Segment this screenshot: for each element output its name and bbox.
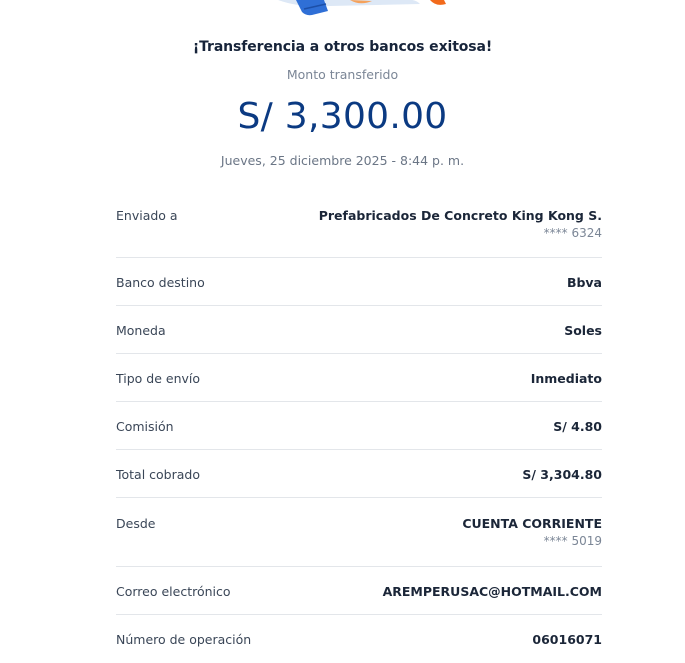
- detail-value: 06016071: [532, 632, 602, 647]
- detail-row-shipping-type: [116, 354, 602, 402]
- detail-row-currency: [116, 306, 602, 354]
- detail-label: Comisión: [116, 419, 174, 434]
- amount-label: Monto transferido: [286, 67, 399, 82]
- detail-value: Inmediato: [530, 371, 602, 386]
- detail-label: Total cobrado: [116, 467, 201, 482]
- detail-value: AREMPERUSAC@HOTMAIL.COM: [382, 584, 602, 599]
- detail-value: [462, 516, 602, 548]
- detail-value: Bbva: [566, 275, 602, 290]
- success-title: ¡Transferencia a otros bancos exitosa!: [192, 39, 493, 55]
- detail-label: Correo electrónico: [116, 584, 231, 599]
- detail-row-source: [116, 498, 602, 567]
- detail-row-recipient: [116, 190, 602, 258]
- detail-row-total: [116, 450, 602, 498]
- detail-label: Moneda: [116, 323, 166, 338]
- success-illustration: [0, 0, 685, 20]
- transfer-datetime: Jueves, 25 diciembre 2025 - 8:44 p. m.: [220, 153, 465, 168]
- detail-value: Soles: [564, 323, 602, 338]
- detail-row-commission: [116, 402, 602, 450]
- source-account-number: **** 5019: [543, 534, 602, 548]
- detail-label: Enviado a: [116, 208, 178, 223]
- detail-row-bank: [116, 258, 602, 306]
- detail-label: Tipo de envío: [116, 371, 201, 386]
- detail-label: Desde: [116, 516, 156, 531]
- detail-value: [319, 208, 602, 240]
- detail-label: Número de operación: [116, 632, 252, 647]
- recipient-account: **** 6324: [543, 226, 602, 240]
- detail-row-email: [116, 567, 602, 615]
- detail-label: Banco destino: [116, 275, 205, 290]
- detail-value: S/ 3,304.80: [522, 467, 602, 482]
- transfer-details: [116, 190, 602, 663]
- transfer-amount: S/ 3,300.00: [237, 96, 448, 137]
- recipient-name: Prefabricados De Concreto King Kong S.: [318, 208, 602, 223]
- source-account-type: CUENTA CORRIENTE: [462, 516, 602, 531]
- detail-value: S/ 4.80: [553, 419, 602, 434]
